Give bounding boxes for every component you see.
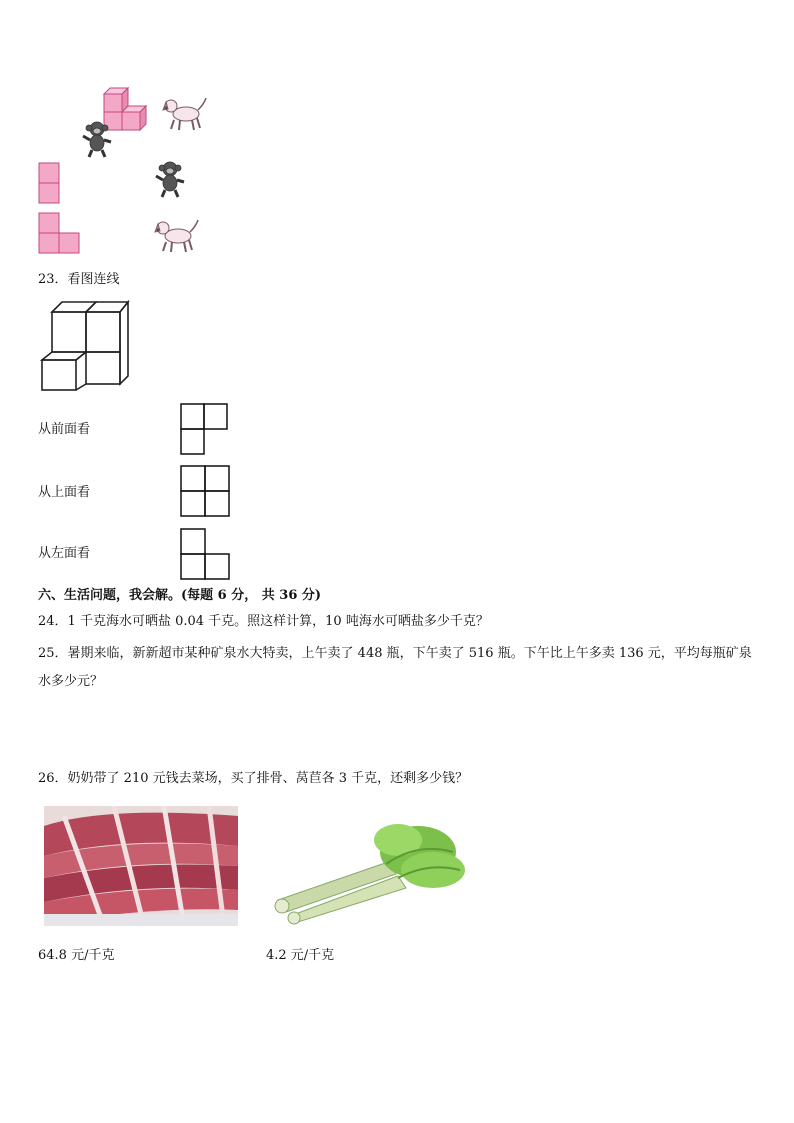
monkey-icon [80,120,114,158]
3d-block-figure [40,300,130,394]
monkey-icon [152,160,188,198]
ribs-price: 64.8 元/千克 [38,948,115,963]
lettuce-price: 4.2 元/千克 [266,948,335,963]
dog-icon [152,218,200,254]
section-6-title: 六、生活问题，我会解。(每题 6 分， 共 36 分) [38,588,322,603]
view-shape-front [180,403,230,457]
view-label-top: 从上面看 [38,485,91,500]
dog-icon [160,96,208,132]
q24-text: 24．1 千克海水可晒盐 0.04 千克。照这样计算，10 吨海水可晒盐多少千克？ [38,614,489,629]
q23-title: 23．看图连线 [38,272,120,287]
view-l-shape [38,212,84,256]
q26-text: 26．奶奶带了 210 元钱去菜场，买了排骨、莴苣各 3 千克，还剩多少钱？ [38,771,469,786]
ribs-photo [44,806,238,926]
view-shape-top [180,465,232,519]
view-two-stacked-squares [38,162,62,206]
view-shape-left [180,528,232,582]
ribs-illustration [44,806,238,926]
view-label-left: 从左面看 [38,546,91,561]
lettuce-photo [268,812,468,922]
view-label-front: 从前面看 [38,422,91,437]
q25-text: 25．暑期来临，新新超市某种矿泉水大特卖，上午卖了 448 瓶，下午卖了 516 瓶。下午比上午多卖 136 元，平均每瓶矿泉水多少元？ [38,646,752,689]
